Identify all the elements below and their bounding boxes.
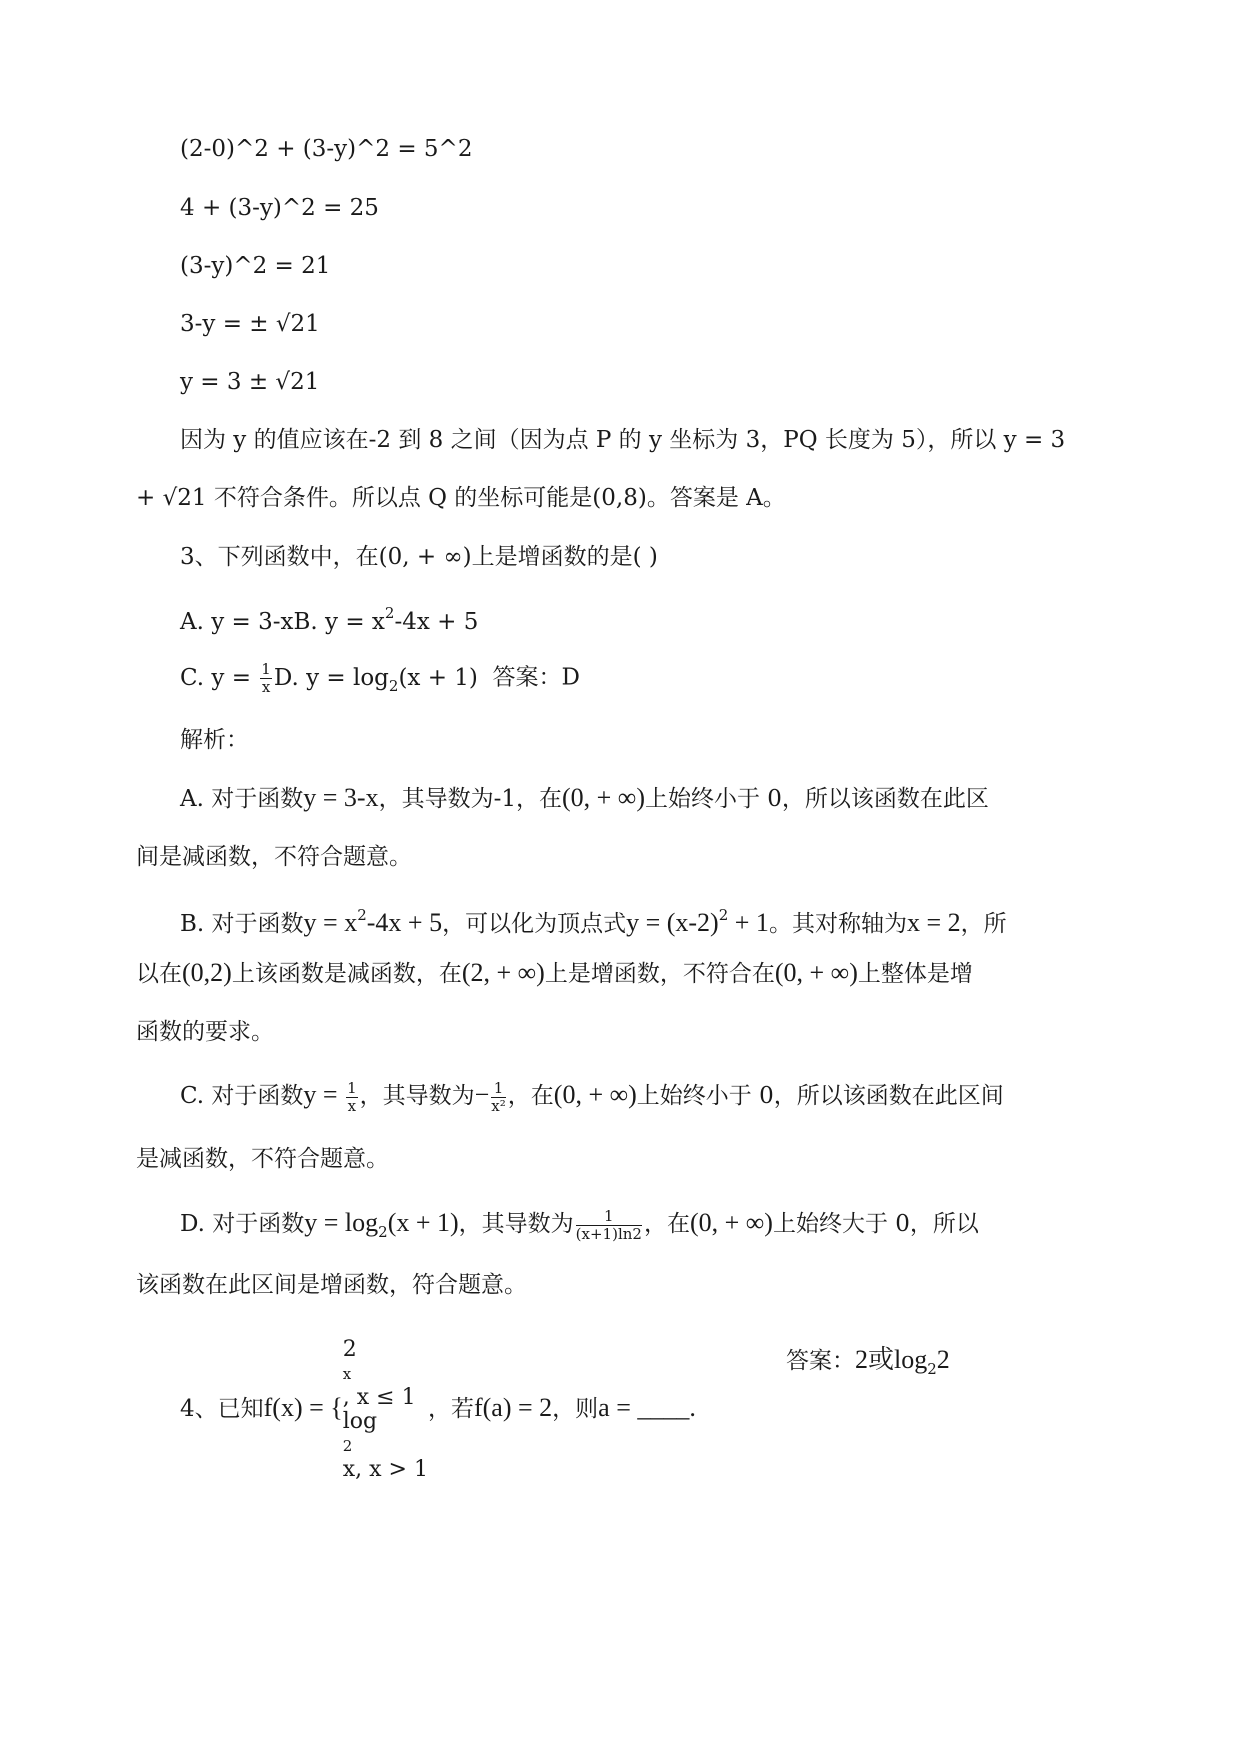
question-4: 4、已知f(x) = { 2 x , x ≤ 1 log 2 x, x > 1 ，若f(a) = 2，则a = ____. <box>180 1337 696 1482</box>
analysis-d-line-2: 该函数在此区间是增函数，符合题意。 <box>136 1272 527 1298</box>
question-3-answer: 答案：D <box>492 664 580 691</box>
question-3-options-ab <box>180 598 478 637</box>
option-b: B. $y = x^2-4x + 5$ <box>293 604 479 635</box>
explanation-line-2: + √21 不符合条件。所以点 Q 的坐标可能是(0,8)。答案是 A。 <box>136 485 786 511</box>
option-a: A. y = 3-x <box>180 609 294 635</box>
analysis-label: 解析： <box>180 727 249 753</box>
analysis-c-line-1: C. 对于函数y = $\frac{1}{x}$ ，其导数为− $\frac{1}{\text{x²}}$ ，在(0, + ∞)上始终小于 0，所以该函数在此区间 <box>180 1078 1004 1115</box>
equation-line-5: y = 3 ± √21 <box>180 369 320 395</box>
analysis-a-line-2: 间是减函数，不符合题意。 <box>136 844 412 870</box>
equation-line-2: 4 + (3-y)^2 = 25 <box>180 195 379 221</box>
question-3-stem: 3、下列函数中，在(0, + ∞)上是增函数的是( ) <box>180 544 658 570</box>
analysis-b-line-1: B. 对于函数$y = x^2-4x + 5$，可以化为顶点式$y = (x-2)^2 + 1$。其对称轴为x = 2，所 <box>180 906 1007 937</box>
question-3-options-cd <box>180 662 580 701</box>
equation-line-1: (2-0)^2 + (3-y)^2 = 5^2 <box>180 136 473 162</box>
piecewise-function: 2 x , x ≤ 1 log 2 x, x > 1 <box>342 1337 428 1482</box>
option-d: D. $y = \log_2(x + 1)$ <box>273 664 478 695</box>
analysis-a-line-1: A. 对于函数y = 3-x，其导数为-1，在(0, + ∞)上始终小于 0，所以该函数在此区 <box>180 783 989 812</box>
explanation-line-1: 因为 y 的值应该在-2 到 8 之间（因为点 P 的 y 坐标为 3，PQ 长度为 5），所以 y = 3 <box>180 427 1066 453</box>
option-c: C. y = $\frac{1}{x}$ <box>180 660 271 696</box>
analysis-d-line-1: D. 对于函数$y = \log_2(x + 1)$，其导数为 $\frac{1}{(x+1)\ln 2}$ ，在(0, + ∞)上始终大于 0，所以 <box>180 1206 979 1243</box>
question-4-answer: 答案：2或$\log_22$ <box>786 1345 950 1378</box>
analysis-b-line-3: 函数的要求。 <box>136 1019 274 1045</box>
analysis-c-line-2: 是减函数，不符合题意。 <box>136 1146 389 1172</box>
analysis-b-line-2: 以在(0,2)上该函数是减函数，在(2, + ∞)上是增函数，不符合在(0, + ∞)上整体是增 <box>136 958 973 987</box>
equation-line-4: 3-y = ± √21 <box>180 311 320 337</box>
equation-line-3: (3-y)^2 = 21 <box>180 253 331 279</box>
